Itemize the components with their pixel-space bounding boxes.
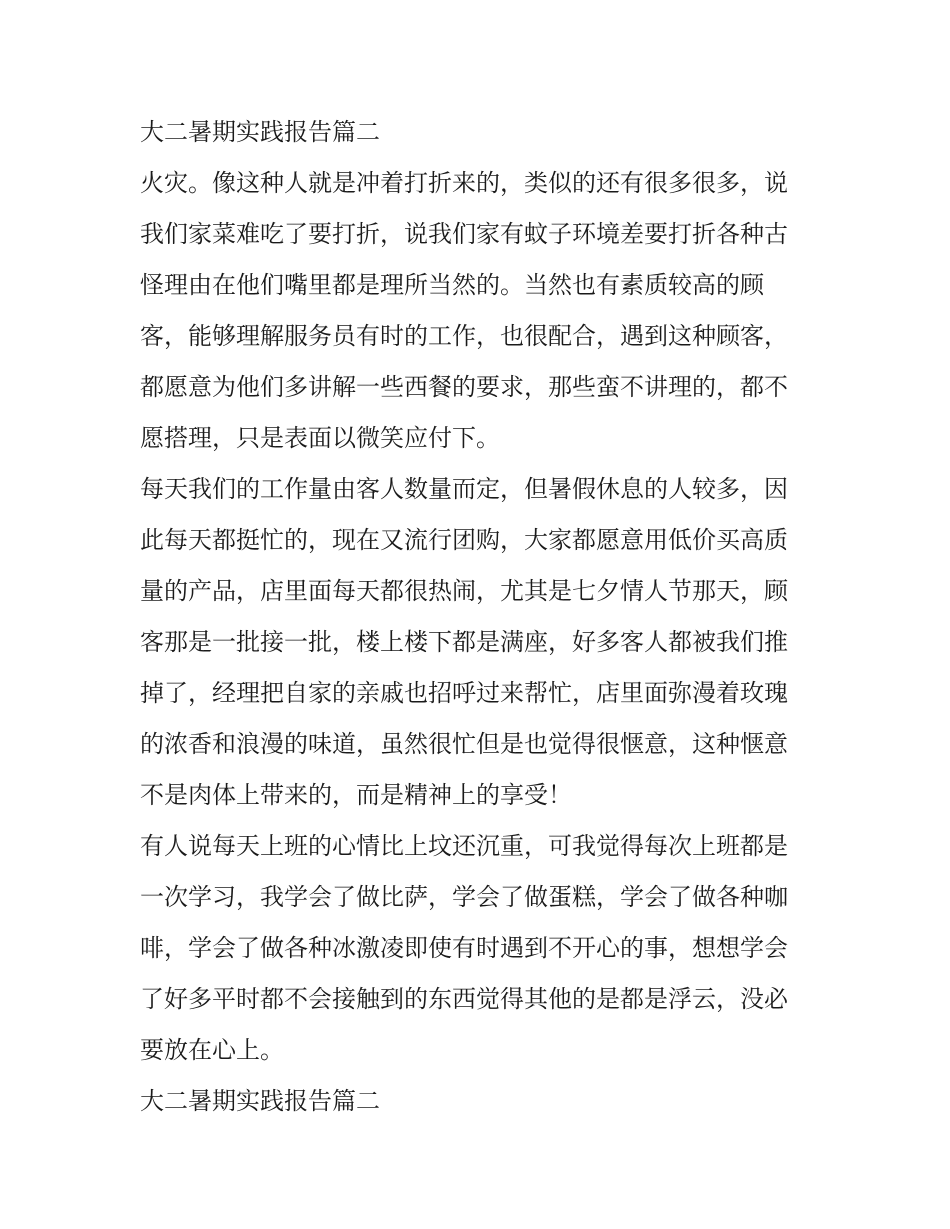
text-line: 我们家菜难吃了要打折，说我们家有蚊子环境差要打折各种古 xyxy=(140,220,788,248)
text-line: 了好多平时都不会接触到的东西觉得其他的是都是浮云，没必 xyxy=(140,985,788,1013)
section-heading: 大二暑期实践报告篇二 xyxy=(140,118,380,146)
text-line: 每天我们的工作量由客人数量而定，但暑假休息的人较多，因 xyxy=(140,475,788,503)
text-line: 有人说每天上班的心情比上坟还沉重，可我觉得每次上班都是 xyxy=(140,832,788,860)
text-line: 的浓香和浪漫的味道，虽然很忙但是也觉得很惬意，这种惬意 xyxy=(140,730,788,758)
text-line: 怪理由在他们嘴里都是理所当然的。当然也有素质较高的顾 xyxy=(140,271,764,299)
document-body xyxy=(140,107,812,1127)
section-heading: 大二暑期实践报告篇二 xyxy=(140,1087,380,1115)
text-line: 火灾。像这种人就是冲着打折来的，类似的还有很多很多，说 xyxy=(140,169,788,197)
text-line: 要放在心上。 xyxy=(140,1036,284,1064)
text-line: 客那是一批接一批，楼上楼下都是满座，好多客人都被我们推 xyxy=(140,628,788,656)
text-line: 愿搭理，只是表面以微笑应付下。 xyxy=(140,424,500,452)
paragraph xyxy=(140,464,812,821)
text-line: 掉了，经理把自家的亲戚也招呼过来帮忙，店里面弥漫着玫瑰 xyxy=(140,679,788,707)
text-line: 此每天都挺忙的，现在又流行团购，大家都愿意用低价买高质 xyxy=(140,526,788,554)
text-line: 不是肉体上带来的，而是精神上的享受！ xyxy=(140,781,572,809)
text-line: 量的产品，店里面每天都很热闹，尤其是七夕情人节那天，顾 xyxy=(140,577,788,605)
text-line: 啡，学会了做各种冰激凌即使有时遇到不开心的事，想想学会 xyxy=(140,934,788,962)
paragraph xyxy=(140,821,812,1076)
text-line: 客，能够理解服务员有时的工作，也很配合，遇到这种顾客， xyxy=(140,322,788,350)
paragraph xyxy=(140,158,812,464)
text-line: 一次学习，我学会了做比萨，学会了做蛋糕，学会了做各种咖 xyxy=(140,883,788,911)
text-line: 都愿意为他们多讲解一些西餐的要求，那些蛮不讲理的，都不 xyxy=(140,373,788,401)
